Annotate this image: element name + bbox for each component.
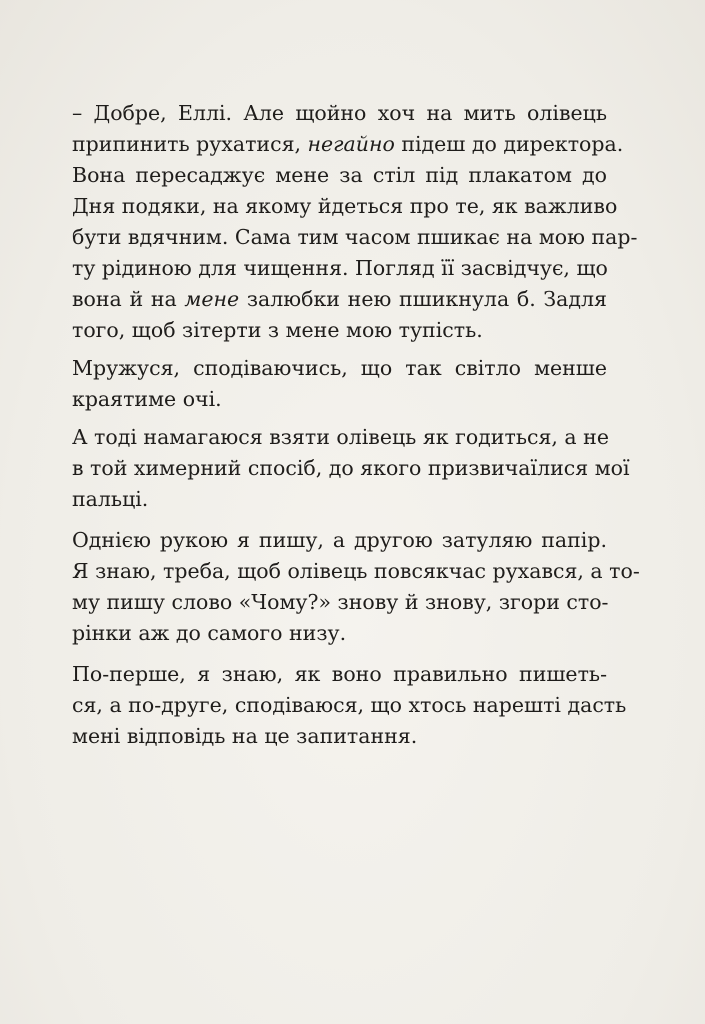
text-segment: Я знаю, треба, щоб олівець повсякчас рухався, а то- xyxy=(72,559,640,583)
text-line xyxy=(72,484,607,515)
paragraph xyxy=(72,422,630,515)
text-line xyxy=(72,98,607,129)
text-line xyxy=(72,384,607,415)
paragraph xyxy=(72,525,640,649)
paragraph xyxy=(72,659,627,752)
text-line xyxy=(72,721,607,752)
text-segment: ся, а по-друге, сподіваюся, що хтось нарешті дасть xyxy=(72,693,627,717)
text-segment: По-перше, я знаю, як воно правильно пишеть- xyxy=(72,662,607,686)
text-line xyxy=(72,618,607,649)
paragraph xyxy=(72,353,607,415)
text-line xyxy=(72,422,607,453)
text-line xyxy=(72,353,607,384)
text-segment: му пишу слово «Чому?» знову й знову, згори сто- xyxy=(72,590,609,614)
text-segment: Мружуся, сподіваючись, що так світло менше xyxy=(72,356,607,380)
text-segment: Однією рукою я пишу, а другою затуляю папір. xyxy=(72,528,607,552)
emphasis-text: мене xyxy=(184,287,240,311)
text-line xyxy=(72,222,638,253)
text-segment: того, щоб зітерти з мене мою тупість. xyxy=(72,318,483,342)
text-line xyxy=(72,690,627,721)
text-segment: залюбки нею пшикнула б. Задля xyxy=(239,287,607,311)
text-line xyxy=(72,315,607,346)
text-segment: Вона пересаджує мене за стіл під плакатом до xyxy=(72,163,607,187)
body-text xyxy=(72,98,640,752)
text-line xyxy=(72,160,607,191)
text-segment: А тоді намагаюся взяти олівець як годиться, а не xyxy=(72,425,609,449)
text-line xyxy=(72,556,640,587)
text-segment: бути вдячним. Сама тим часом пшикає на мою пар- xyxy=(72,225,638,249)
text-line xyxy=(72,659,607,690)
text-segment: Дня подяки, на якому йдеться про те, як важливо xyxy=(72,194,618,218)
emphasis-text: негайно xyxy=(307,132,395,156)
text-line xyxy=(72,191,618,222)
text-segment: припинить рухатися, xyxy=(72,132,308,156)
text-segment: в той химерний спосіб, до якого призвичаїлися мої xyxy=(72,456,630,480)
paragraph xyxy=(72,160,638,346)
text-line xyxy=(72,587,607,618)
text-segment: вона й на xyxy=(72,287,185,311)
text-segment: рінки аж до самого низу. xyxy=(72,621,347,645)
text-line xyxy=(72,253,607,284)
paragraph xyxy=(72,98,624,160)
text-segment: пальці. xyxy=(72,487,149,511)
text-segment: мені відповідь на це запитання. xyxy=(72,724,418,748)
text-line xyxy=(72,453,630,484)
text-segment: ту рідиною для чищення. Погляд її засвідчує, що xyxy=(72,256,608,280)
text-line xyxy=(72,525,607,556)
text-segment: – Добре, Еллі. Але щойно хоч на мить олівець xyxy=(72,101,607,125)
text-segment: краятиме очі. xyxy=(72,387,222,411)
text-line xyxy=(72,284,607,315)
text-segment: підеш до директора. xyxy=(394,132,624,156)
text-line xyxy=(72,129,624,160)
